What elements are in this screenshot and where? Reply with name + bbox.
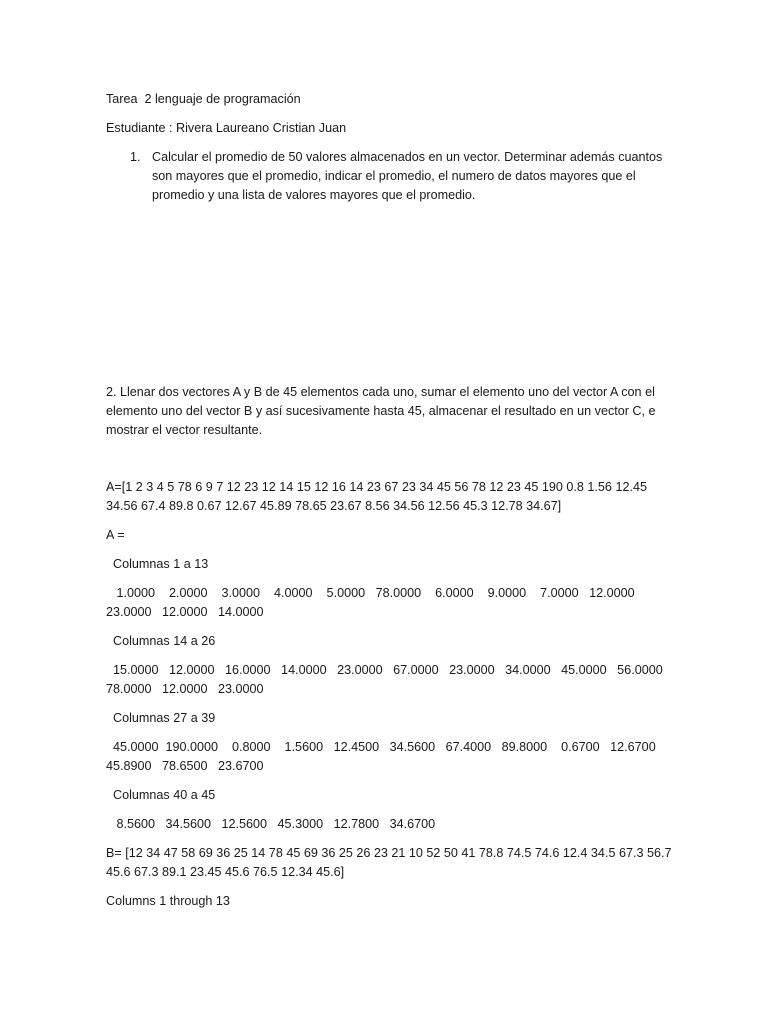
vector-a-output-label: A = (106, 528, 125, 542)
vector-b-columns-header: Columns 1 through 13 (106, 894, 230, 908)
columns-header-1-13: Columnas 1 a 13 (113, 557, 209, 571)
document-page (106, 90, 676, 921)
vector-b-definition: B= [12 34 47 58 69 36 25 14 78 45 69 36 25 26 23 21 10 52 50 41 78.8 74.5 74.6 12.4 34.5 67.3 56.7 45.6 67.3 89.1 23.45 45.6 76.5 12.34 45.6] (106, 846, 675, 879)
values-40-45: 8.5600 34.5600 12.5600 45.3000 12.7800 34.6700 (106, 817, 436, 831)
vector-a-definition: A=[1 2 3 4 5 78 6 9 7 12 23 12 14 15 12 16 14 23 67 23 34 45 56 78 12 23 45 190 0.8 1.56 12.45 34.56 67.4 89.8 0.67 12.67 45.89 78.65 23.67 8.56 34.56 12.56 45.3 12.78 34.67] (106, 480, 651, 513)
values-14-26: 15.0000 12.0000 16.0000 14.0000 23.0000 67.0000 23.0000 34.0000 45.0000 56.0000 78.0000 12.0000 23.0000 (106, 663, 674, 696)
columns-header-27-39: Columnas 27 a 39 (113, 711, 216, 725)
columns-header-40-45: Columnas 40 a 45 (113, 788, 216, 802)
blank-space (106, 205, 676, 383)
values-1-13: 1.0000 2.0000 3.0000 4.0000 5.0000 78.0000 6.0000 9.0000 7.0000 12.0000 23.0000 12.0000 14.0000 (106, 586, 646, 619)
question-1 (130, 148, 676, 205)
student-name: Estudiante : Rivera Laureano Cristian Juan (106, 121, 347, 135)
question-1-text: Calcular el promedio de 50 valores almacenados en un vector. Determinar además cuantos son mayores que el promedio, indicar el promedio, el numero de datos mayores que el promedio y una lista de valores mayores que el promedio. (152, 150, 663, 202)
values-27-39: 45.0000 190.0000 0.8000 1.5600 12.4500 34.5600 67.4000 89.8000 0.6700 12.6700 45.8900 78.6500 23.6700 (106, 740, 667, 773)
question-2-text: 2. Llenar dos vectores A y B de 45 elementos cada uno, sumar el elemento uno del vector A con el elemento uno del vector B y así sucesivamente hasta 45, almacenar el resultado en un vector C, e mostrar el vector resultante. (106, 385, 660, 437)
columns-header-14-26: Columnas 14 a 26 (113, 634, 216, 648)
document-title: Tarea 2 lenguaje de programación (106, 92, 301, 106)
question-1-number: 1. (130, 150, 141, 164)
